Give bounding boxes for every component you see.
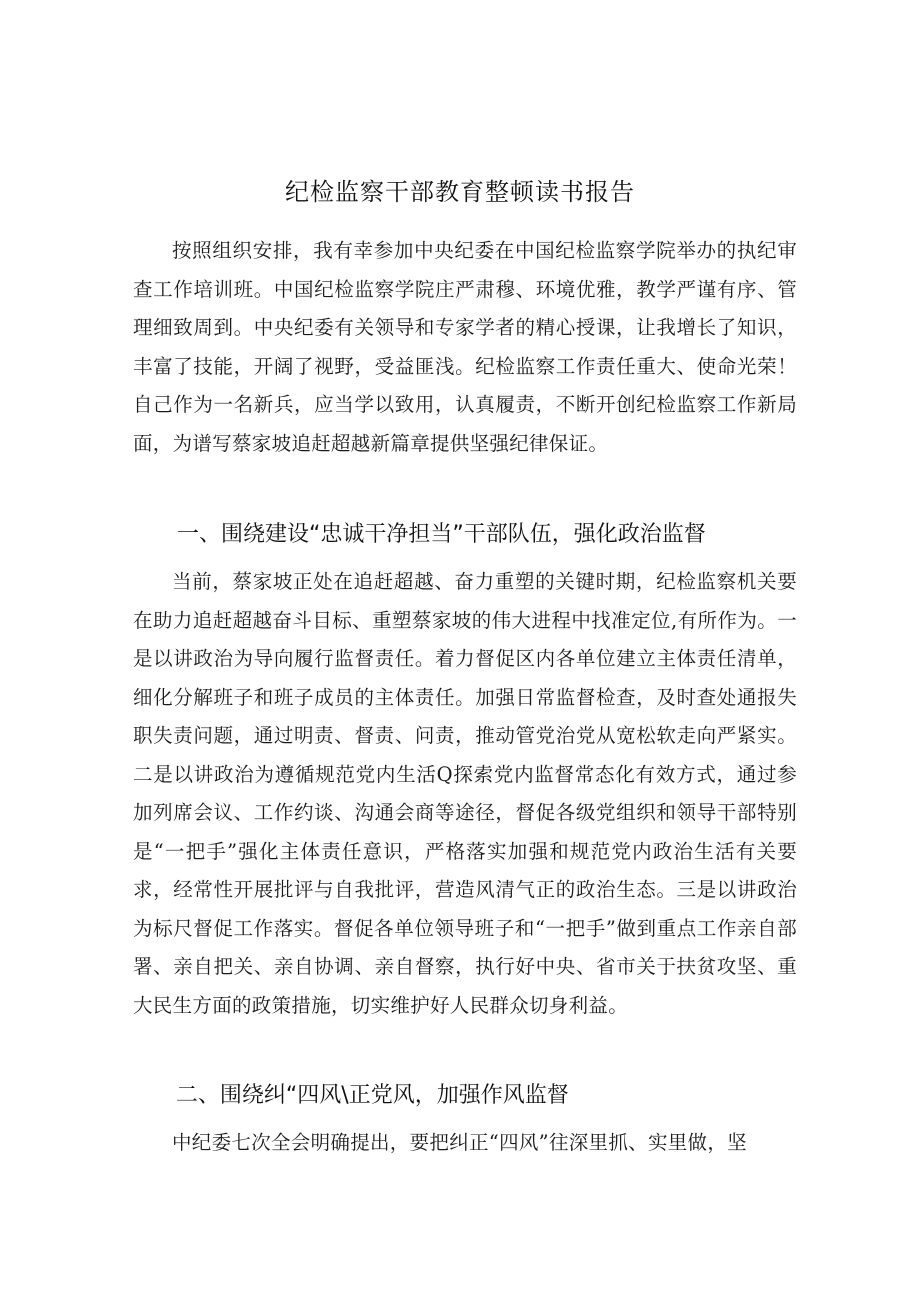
section-body-1: 当前，蔡家坡正处在追赶超越、奋力重塑的关键时期，纪检监察机关要在助力追赶超越奋斗目标、重塑蔡家坡的伟大进程中找准定位,有所作为。一是以讲政治为导向履行监督责任。着力督促区内各单位建立主体责任清单，细化分解班子和班子成员的主体责任。加强日常监督检查，及时查处通报失职失责问题，通过明责、督责、问责，推动管党治党从宽松软走向严紧实。二是以讲政治为遵循规范党内生活Q探索党内监督常态化有效方式，通过参加列席会议、工作约谈、沟通会商等途径，督促各级党组织和领导干部特别是“一把手”强化主体责任意识，严格落实加强和规范党内政治生活有关要求，经常性开展批评与自我批评，营造风清气正的政治生态。三是以讲政治为标尺督促工作落实。督促各单位领导班子和“一把手”做到重点工作亲自部署、亲自把关、亲自协调、亲自督察，执行好中央、省市关于扶贫攻坚、重大民生方面的政策措施，切实维护好人民群众切身利益。 [133,570,797,1017]
section-heading-1: 一、围绕建设“忠诚干净担当”干部队伍，强化政治监督 [177,522,706,547]
intro-paragraph: 按照组织安排，我有幸参加中央纪委在中国纪检监察学院举办的执纪审查工作培训班。中国纪检监察学院庄严肃穆、环境优雅，教学严谨有序、管理细致周到。中央纪委有关领导和专家学者的精心授课，让我增长了知识，丰富了技能，开阔了视野，受益匪浅。纪检监察工作责任重大、使命光荣！自己作为一名新兵，应当学以致用，认真履责，不断开创纪检监察工作新局面，为谱写蔡家坡追赶超越新篇章提供坚强纪律保证。 [133,239,797,455]
document-title: 纪检监察干部教育整顿读书报告 [285,178,635,206]
section-heading-2: 二、围绕纠“四风\正党风，加强作风监督 [175,1083,569,1108]
section-body-2: 中纪委七次全会明确提出，要把纠正“四风”往深里抓、实里做，坚 [172,1131,747,1154]
